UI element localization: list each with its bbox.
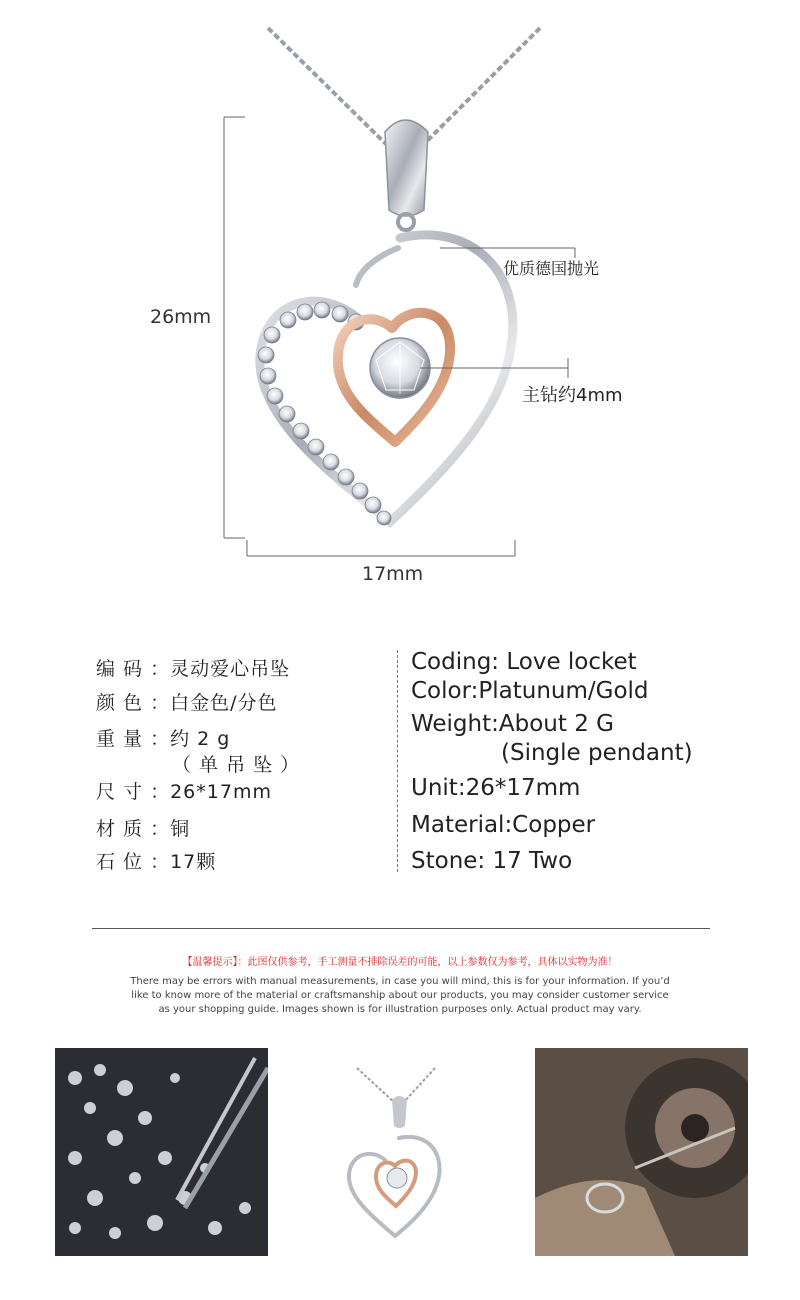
spec-code-en: Coding: Love locket (411, 649, 637, 675)
spec-material-en: Material:Copper (411, 812, 596, 838)
spec-weight-note-en: (Single pendant) (501, 740, 693, 766)
craftsmanship-photo (535, 1048, 748, 1256)
column-divider (397, 650, 398, 872)
section-divider (92, 928, 710, 929)
height-label: 26mm (150, 306, 212, 328)
spec-size-cn: 尺 寸 ：26*17mm (96, 781, 272, 803)
spec-code-cn: 编 码 ：灵动爱心吊坠 (96, 658, 291, 680)
width-dimension (247, 540, 515, 556)
diamonds-tweezers-photo (55, 1048, 268, 1256)
polish-callout: 优质德国抛光 (503, 259, 600, 278)
spec-color-en: Color:Platunum/Gold (411, 678, 649, 704)
spec-color-cn: 颜 色 ：白金色/分色 (96, 692, 278, 714)
notice-en: There may be errors with manual measurements, in case you will mind, this is for your information. If you’d like to know more of the material or craftsmanship about our products, you may consider customer service as your shopping guide. Images shown is for illustration purposes only. Actual product may vary. (130, 976, 670, 1015)
notice-cn: 【温馨提示】：此图仅供参考，手工测量不排除误差的可能，以上参数仅为参考，具体以实物为准！ (182, 957, 618, 968)
main-stone-callout: 主钻约4mm (522, 385, 623, 406)
spec-weight-note-cn: （ 单 吊 坠 ） (172, 754, 301, 776)
spec-size-en: Unit:26*17mm (411, 775, 581, 801)
width-label: 17mm (362, 563, 424, 585)
pendant-thumbnail (295, 1048, 505, 1256)
spec-stone-en: Stone: 17 Two (411, 848, 573, 874)
spec-stone-cn: 石 位 ：17颗 (96, 851, 217, 873)
height-dimension (224, 117, 245, 538)
spec-weight-cn: 重 量 ：约 2 g (96, 728, 231, 750)
bail (385, 120, 428, 216)
spec-weight-en: Weight:About 2 G (411, 711, 614, 737)
product-hero-image (0, 0, 800, 620)
spec-material-cn: 材 质 ：铜 (96, 818, 191, 840)
